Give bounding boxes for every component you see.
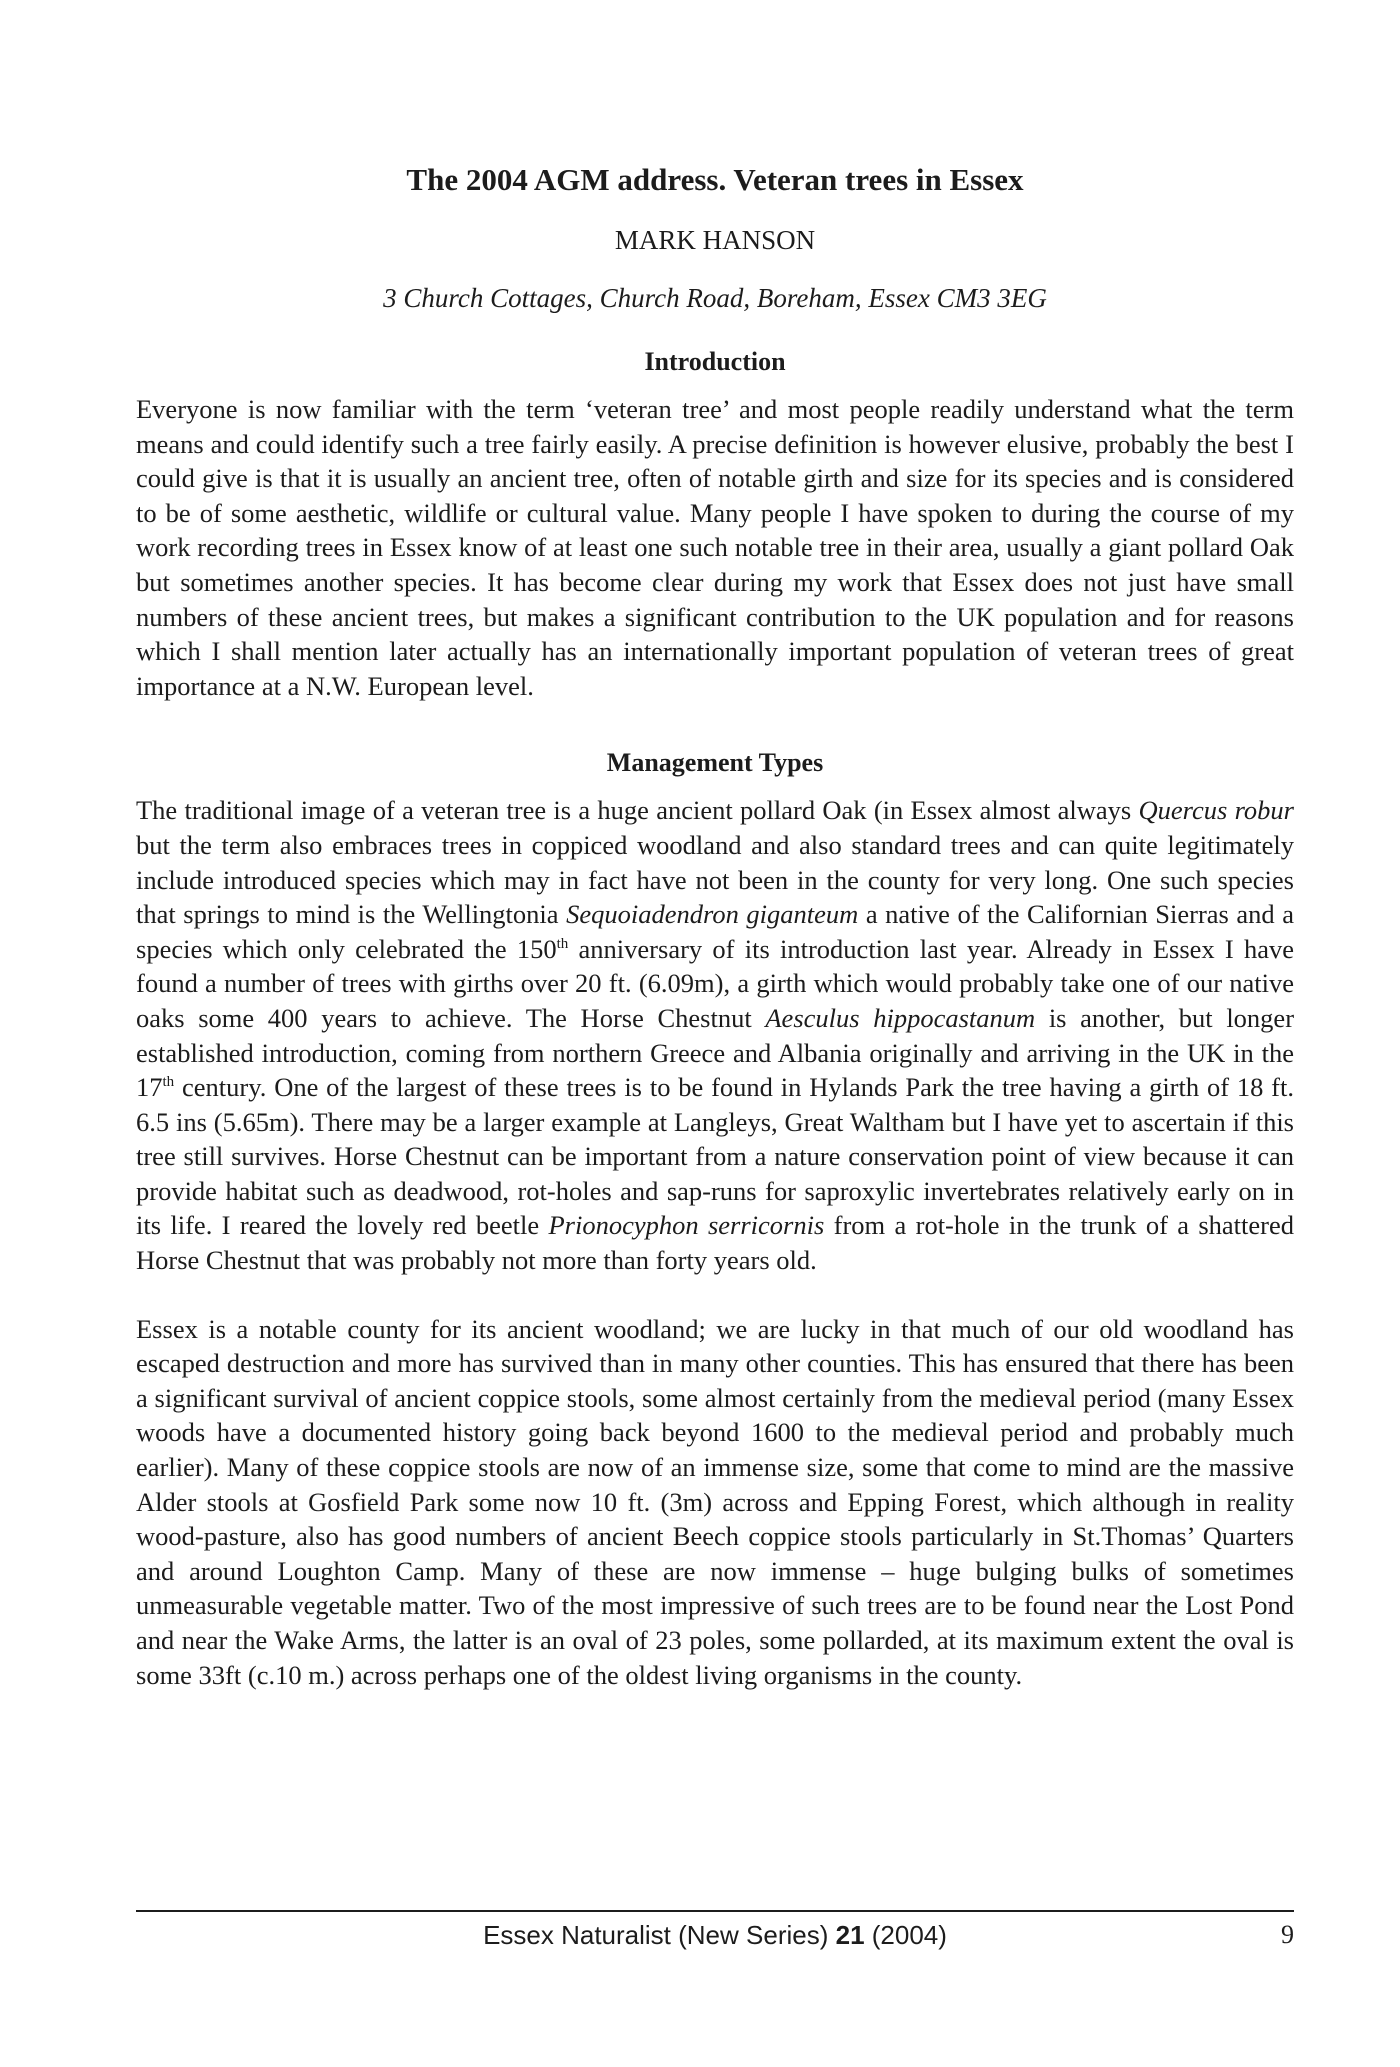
paragraph-management-2: Essex is a notable county for its ancient woodland; we are lucky in that much of our old woodland has escaped destruction and more has survived than in many other counties. This has ensured that there has been a significant survival of ancient coppice stools, some almost certainly from the medieval period (many Essex woods have a documented history going back beyond 1600 to the medieval period and probably much earlier). Many of these coppice stools are now of an immense size, some that come to mind are the massive Alder stools at Gosfield Park some now 10 ft. (3m) across and Epping Forest, which although in reality wood-pasture, also has good numbers of ancient Beech coppice stools particularly in St.Thomas’ Quarters and around Loughton Camp. Many of these are now immense – huge bulging bulks of sometimes unmeasurable vegetable matter. Two of the most impressive of such trees are to be found near the Lost Pond and near the Wake Arms, the latter is an oval of 23 poles, some pollarded, at its maximum extent the oval is some 33ft (c.10 m.) across perhaps one of the oldest living organisms in the county. bbox=[136, 1313, 1294, 1690]
journal-citation bbox=[136, 1920, 1294, 1951]
text-run: a native of the Californian Sierras and a species which only celebrated the 150 bbox=[136, 899, 1294, 964]
page-footer bbox=[136, 1916, 1294, 1956]
article bbox=[136, 160, 1294, 1692]
journal-volume: 21 bbox=[835, 1920, 865, 1950]
journal-year: (2004) bbox=[871, 1920, 947, 1950]
paragraph-introduction: Everyone is now familiar with the term ‘veteran tree’ and most people readily understand what the term means and could identify such a tree fairly easily. A precise definition is however elusive, probably the best I could give is that it is usually an ancient tree, often of notable girth and size for its species and is considered to be of some aesthetic, wildlife or cultural value. Many people I have spoken to during the course of my work recording trees in Essex know of at least one such notable tree in their area, usually a giant pollard Oak but sometimes another species. It has become clear during my work that Essex does not just have small numbers of these ancient trees, but makes a significant contribution to the UK population and for reasons which I shall mention later actually has an internationally important population of veteran trees of great importance at a N.W. European level. bbox=[136, 394, 1294, 701]
species-name: Quercus robur bbox=[1138, 795, 1294, 826]
page-number: 9 bbox=[1281, 1920, 1294, 1949]
paragraph-management-1 bbox=[136, 793, 1294, 1277]
section-heading-introduction: Introduction bbox=[644, 347, 786, 376]
species-name: Sequoiadendron giganteum bbox=[566, 899, 859, 930]
species-name: Prionocyphon serricornis bbox=[548, 1210, 825, 1241]
text-run: but the term also embraces trees in coppiced woodland and also standard trees and can quite legitimately include introduced species which may in fact have not been in the county for very long. One such species that springs to mind is the Wellingtonia bbox=[136, 829, 1294, 930]
ordinal-suffix: th bbox=[556, 935, 569, 952]
author-name: MARK HANSON bbox=[614, 225, 816, 255]
article-title: The 2004 AGM address. Veteran trees in Essex bbox=[406, 162, 1024, 197]
footer-rule bbox=[136, 1910, 1294, 1912]
journal-name: Essex Naturalist (New Series) bbox=[483, 1920, 829, 1950]
text-run: century. One of the largest of these trees is to be found in Hylands Park the tree having a girth of 18 ft. 6.5 ins (5.65m). There may be a larger example at Langleys, Great Waltham but I have yet to ascertain if this tree still survives. Horse Chestnut can be important from a nature conservation point of view because it can provide habitat such as deadwood, rot-holes and sap-runs for saproxylic invertebrates relatively early on in its life. I reared the lovely red beetle bbox=[136, 1072, 1294, 1241]
text-run: from a rot-hole in the trunk of a shattered Horse Chestnut that was probably not more than forty years old. bbox=[136, 1210, 1294, 1276]
text-run: anniversary of its introduction last year. Already in Essex I have found a number of trees with girths over 20 ft. (6.09m), a girth which would probably take one of our native oaks some 400 years to achieve. The Horse Chestnut bbox=[136, 933, 1294, 1033]
section-heading-management-types: Management Types bbox=[606, 748, 824, 778]
species-name: Aesculus hippocastanum bbox=[765, 1002, 1036, 1033]
ordinal-suffix: th bbox=[162, 1074, 175, 1091]
author-address: 3 Church Cottages, Church Road, Boreham, Essex CM3 3EG bbox=[383, 283, 1047, 313]
text-run: The traditional image of a veteran tree is a huge ancient pollard Oak (in Essex almost always bbox=[136, 795, 1139, 826]
text-run: is another, but longer established introduction, coming from northern Greece and Albania originally and arriving in the UK in the 17 bbox=[136, 1002, 1295, 1103]
